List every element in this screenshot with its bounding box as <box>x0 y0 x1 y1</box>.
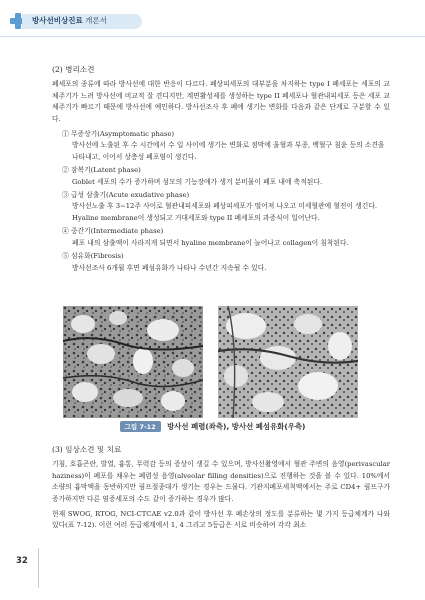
phase-body: 방사선노출 후 3~12주 사이로 혈관내피세포와 폐상피세포가 떨어져 나오고 미세혈관에 혈전이 생긴다. Hyaline membrane이 생성되고 거대세포와 type II 폐세포의 과증식이 일어난다. <box>72 202 378 222</box>
section-3 <box>52 444 390 536</box>
section-2-heading: (2) 병리소견 <box>52 65 95 74</box>
phase-item <box>62 226 390 249</box>
section-2 <box>52 64 390 276</box>
section-3-heading: (3) 임상소견 및 치료 <box>52 445 122 454</box>
phase-body: Goblet 세포의 수가 증가하며 섬모의 기능장애가 생겨 분비물이 폐포 내에 축적된다. <box>72 177 323 186</box>
section-3-para-1: 기침, 호흡곤란, 발열, 흉통, 무력감 등의 증상이 생길 수 있으며, 방사선촬영에서 혈관 주변의 음영(perivascular haziness)이 폐포를 채우는 폐렴성 음영(alveolar filling densities)으로 진행하는 것을 볼 수 있다. 10%에서 소량의 흉막액을 동반하지만 림프절종대가 생기는 경우는 드물다. 기관지폐포세척액에서는 주로 CD4+ 림프구가 증가하지만 다른 염증세포의 수도 같이 증가하는 경우가 많다. <box>52 460 390 503</box>
page-number: 32 <box>16 556 28 566</box>
phase-body: 방사선조사 6개월 후면 폐섬유화가 나타나 수년간 지속될 수 있다. <box>72 263 267 272</box>
phase-item <box>62 190 390 224</box>
radiation-pneumonitis-micrograph <box>63 306 203 418</box>
phase-body: 폐포 내의 삼출액이 사라지게 되면서 hyaline membrane이 늘어나고 collagen이 침착된다. <box>72 238 349 247</box>
figure-label: 그림 7-12 <box>120 421 161 432</box>
phase-title: ③ 급성 삼출기(Acute exudative phase) <box>62 191 190 200</box>
phase-item <box>62 129 390 163</box>
header-subtitle: 개론서 <box>85 16 107 25</box>
phase-body: 방사선에 노출된 후 수 시간에서 수 일 사이에 생기는 변화로 점막에 울혈과 부종, 백혈구 침윤 등의 소견을 나타내고, 이어서 상층성 폐포염이 생긴다. <box>72 141 385 161</box>
histology-figure <box>63 306 358 418</box>
phase-title: ④ 중간기(Intermediate phase) <box>62 227 164 236</box>
figure-caption <box>0 421 425 432</box>
phase-item <box>62 165 390 188</box>
header-title: 방사선비상진료 <box>32 16 83 25</box>
header-divider <box>0 36 425 37</box>
section-3-para-2: 현재 SWOG, RTOG, NCI-CTCAE v2.0과 같이 방사선 후 폐손상의 정도를 분류하는 몇 가지 등급체계가 나와 있다(표 7-12). 이런 여러 등급체계에서 1, 4 그리고 5등급은 서로 비슷하여 각각 최소 <box>52 510 390 530</box>
margin-rule <box>38 548 39 588</box>
phase-title: ② 잠복기(Latent phase) <box>62 166 141 175</box>
phase-title: ① 무증상기(Asymptomatic phase) <box>62 130 175 139</box>
figure-caption-text: 방사선 폐렴(좌측), 방사선 폐섬유화(우측) <box>167 422 306 431</box>
phase-item <box>62 251 390 274</box>
phase-title: ⑤ 섬유화(Fibrosis) <box>62 252 124 261</box>
radiation-fibrosis-micrograph <box>218 306 358 418</box>
section-2-intro: 폐세포의 종류에 따라 방사선에 대한 반응이 다르다. 폐상피세포의 대부분을 차지하는 type I 폐세포는 세포의 교체주기가 느려 방사선에 비교적 잘 견디지만, 계면활성제를 생성하는 type II 폐세포나 혈관내피세포 등은 세포 교체주기가 빠르기 때문에 방사선에 예민하다. 방사선조사 후 폐에 생기는 변화를 다음과 같은 단계로 구분할 수 있다. <box>52 80 390 123</box>
